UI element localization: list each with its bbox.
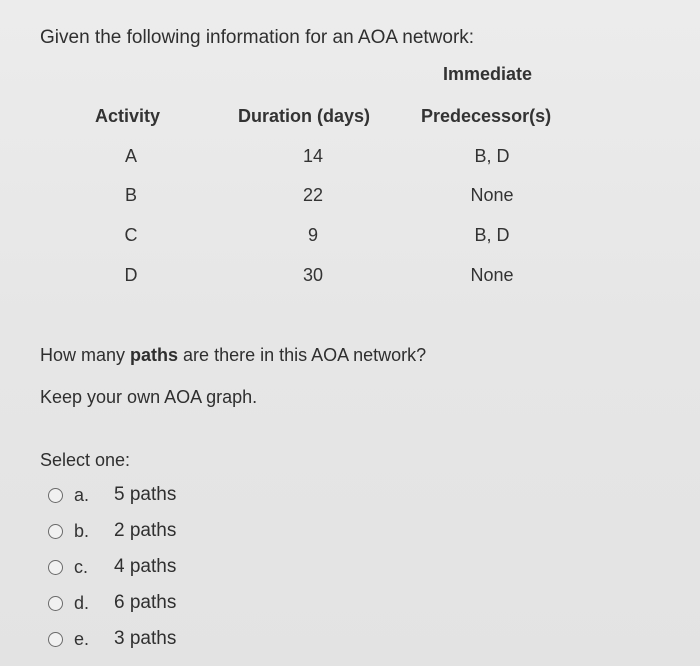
question-suffix: are there in this AOA network?	[178, 345, 427, 365]
predecessor-cell: B, D	[474, 146, 510, 166]
duration-cell: 14	[302, 146, 324, 166]
activity-cell: D	[124, 265, 138, 285]
predecessor-cell: None	[470, 265, 514, 285]
note-text: Keep your own AOA graph.	[40, 387, 258, 407]
radio-button[interactable]	[48, 596, 63, 611]
option-e[interactable]	[48, 626, 176, 652]
header-predecessors: Predecessor(s)	[421, 106, 552, 126]
option-letter: c.	[74, 556, 89, 577]
question-prefix: How many	[40, 345, 131, 365]
duration-cell: 30	[302, 265, 324, 285]
question-emphasis: paths	[130, 345, 179, 365]
duration-cell: 9	[307, 225, 318, 245]
option-label: 2 paths	[114, 520, 177, 541]
question-text	[40, 345, 426, 366]
radio-button[interactable]	[48, 632, 63, 647]
predecessor-cell: None	[470, 185, 514, 205]
option-label: 5 paths	[114, 484, 177, 505]
option-label: 3 paths	[114, 628, 177, 649]
option-letter: b.	[74, 520, 90, 541]
activity-cell: C	[124, 225, 138, 245]
radio-button[interactable]	[48, 560, 63, 575]
duration-cell: 22	[302, 185, 324, 205]
header-activity: Activity	[95, 106, 161, 126]
select-label: Select one:	[40, 450, 131, 470]
option-b[interactable]	[48, 518, 176, 544]
predecessor-cell: B, D	[474, 225, 510, 245]
radio-button[interactable]	[48, 524, 63, 539]
activity-cell: B	[124, 185, 137, 205]
option-d[interactable]	[48, 590, 176, 616]
option-label: 4 paths	[114, 556, 177, 577]
option-a[interactable]	[48, 482, 176, 508]
activity-cell: A	[124, 146, 137, 166]
header-immediate: Immediate	[443, 64, 533, 84]
option-letter: d.	[74, 592, 90, 613]
radio-button[interactable]	[48, 488, 63, 503]
header-duration: Duration (days)	[238, 106, 371, 126]
intro-text: Given the following information for an AOA network:	[40, 27, 475, 48]
option-label: 6 paths	[114, 592, 177, 613]
option-c[interactable]	[48, 554, 176, 580]
option-letter: a.	[74, 484, 90, 505]
option-letter: e.	[74, 628, 90, 649]
